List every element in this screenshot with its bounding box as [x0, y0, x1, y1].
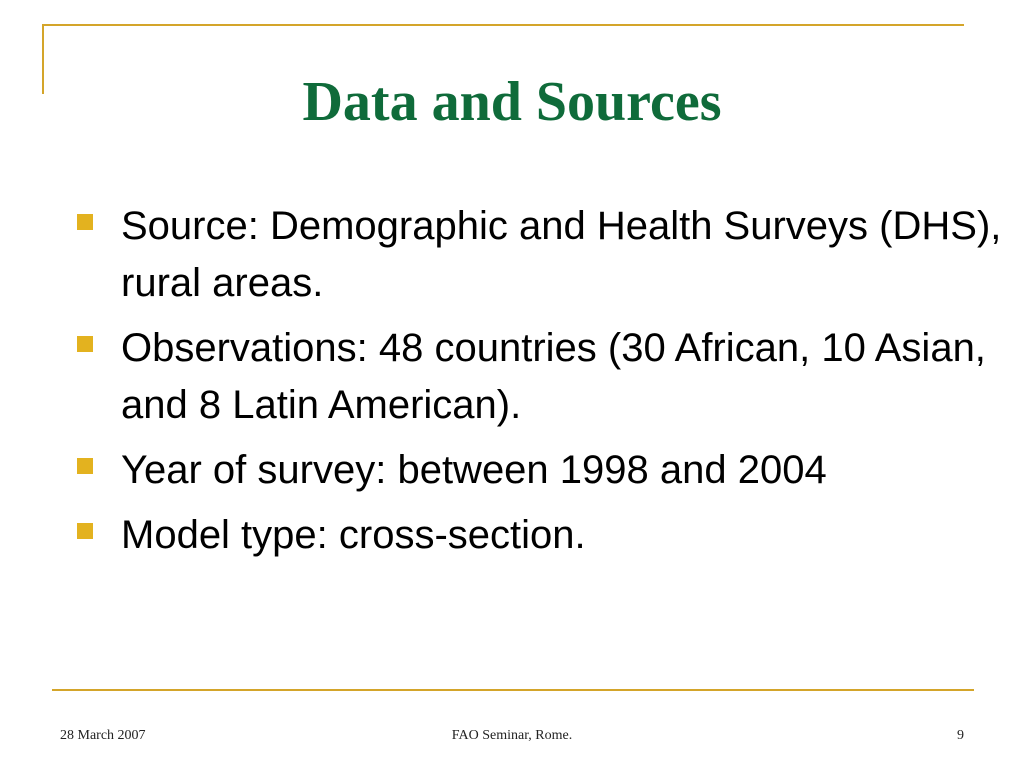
- slide-title: Data and Sources: [302, 71, 722, 133]
- footer-date: 28 March 2007: [60, 728, 146, 743]
- bullet-item-model: [72, 507, 1002, 564]
- bullet-item-observations: [72, 320, 1002, 434]
- footer-rule: [52, 689, 974, 691]
- bullet-text: Model type: cross-section.: [121, 513, 586, 557]
- bullet-text: Source: Demographic and Health Surveys (DHS), rural areas.: [121, 204, 1002, 305]
- footer-event: FAO Seminar, Rome.: [451, 728, 573, 743]
- bullet-text: Observations: 48 countries (30 African, 10 Asian, and 8 Latin American).: [121, 326, 986, 427]
- frame-top-line: [42, 24, 964, 26]
- bullet-list: [72, 198, 1002, 572]
- bullet-item-year: [72, 442, 1002, 499]
- square-bullet-icon: [77, 458, 93, 474]
- square-bullet-icon: [77, 336, 93, 352]
- square-bullet-icon: [77, 214, 93, 230]
- page-number: 9: [957, 728, 964, 743]
- square-bullet-icon: [77, 523, 93, 539]
- bullet-text: Year of survey: between 1998 and 2004: [121, 448, 827, 492]
- bullet-item-source: [72, 198, 1002, 312]
